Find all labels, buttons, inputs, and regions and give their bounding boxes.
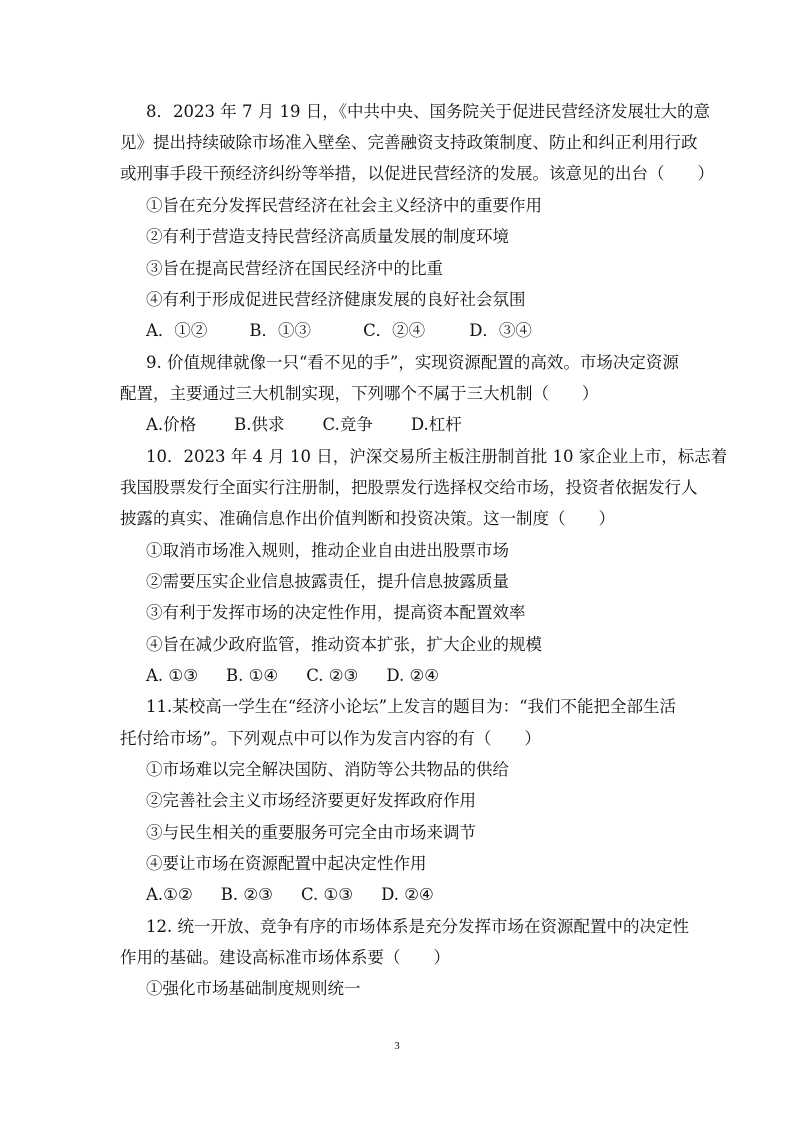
q12-stem-line-1: 12. 统一开放、竞争有序的市场体系是充分发挥市场在资源配置中的决定性 — [146, 917, 689, 936]
q8-options — [146, 321, 576, 341]
q12-item-1: ①强化市场基础制度规则统一 — [146, 979, 361, 998]
q8-option-b: B．①③ — [249, 321, 312, 340]
q10-stem-line-1: 10．2023 年 4 月 10 日，沪深交易所主板注册制首批 10 家企业上市，标志着 — [146, 447, 728, 466]
q11-option-a: A.①② — [146, 885, 193, 904]
q10-option-d: D. ②④ — [386, 666, 440, 685]
q11-item-4: ④要让市场在资源配置中起决定性作用 — [146, 854, 427, 873]
q8-item-1: ①旨在充分发挥民营经济在社会主义经济中的重要作用 — [146, 196, 542, 215]
q9-option-d: D.杠杆 — [410, 415, 462, 434]
q9-option-c: C.竞争 — [322, 415, 373, 434]
q8-stem-line-2: 见》提出持续破除市场准入壁垒、完善融资支持政策制度、防止和纠正利用行政 — [120, 133, 698, 152]
q8-stem-line-3: 或刑事手段干预经济纠纷等举措，以促进民营经济的发展。该意见的出台（ ） — [120, 164, 714, 183]
q11-option-d: D. ②④ — [381, 885, 434, 904]
q11-item-3: ③与民生相关的重要服务可完全由市场来调节 — [146, 823, 476, 842]
q10-option-a: A. ①③ — [146, 666, 198, 685]
q9-stem-line-1: 9. 价值规律就像一只“看不见的手”，实现资源配置的高效。市场决定资源 — [146, 353, 679, 372]
q8-item-2: ②有利于营造支持民营经济高质量发展的制度环境 — [146, 227, 509, 246]
q9-option-a: A.价格 — [146, 415, 197, 434]
q8-item-3: ③旨在提高民营经济在国民经济中的比重 — [146, 259, 443, 278]
q11-item-1: ①市场难以完全解决国防、消防等公共物品的供给 — [146, 760, 509, 779]
q10-option-b: B. ①④ — [226, 666, 279, 685]
q11-option-c: C. ①③ — [300, 885, 354, 904]
q10-stem-line-3: 披露的真实、准确信息作出价值判断和投资决策。这一制度（ ） — [120, 509, 615, 528]
q11-options — [146, 885, 478, 905]
q10-item-3: ③有利于发挥市场的决定性作用，提高资本配置效率 — [146, 603, 526, 622]
q10-options — [146, 666, 483, 686]
q8-option-a: A．①② — [146, 321, 208, 340]
q11-item-2: ②完善社会主义市场经济要更好发挥政府作用 — [146, 791, 476, 810]
q8-option-c: C．②④ — [363, 321, 426, 340]
q10-item-1: ①取消市场准入规则，推动企业自由进出股票市场 — [146, 541, 509, 560]
q10-stem-line-2: 我国股票发行全面实行注册制，把股票发行选择权交给市场，投资者依据发行人 — [120, 478, 698, 497]
q9-stem-line-2: 配置，主要通过三大机制实现，下列哪个不属于三大机制（ ） — [120, 384, 599, 403]
q10-option-c: C. ②③ — [306, 666, 359, 685]
q9-option-b: B.供求 — [234, 415, 285, 434]
q11-stem-line-1: 11.某校高一学生在“经济小论坛”上发言的题目为：“我们不能把全部生活 — [146, 697, 677, 716]
q10-item-2: ②需要压实企业信息披露责任，提升信息披露质量 — [146, 572, 509, 591]
q8-stem-line-1: 8．2023 年 7 月 19 日，《中共中央、国务院关于促进民营经济发展壮大的意 — [146, 102, 710, 121]
q8-item-4: ④有利于形成促进民营经济健康发展的良好社会氛围 — [146, 290, 526, 309]
page-number: 3 — [394, 1040, 400, 1052]
q11-stem-line-2: 托付给市场”。下列观点中可以作为发言内容的有（ ） — [120, 729, 541, 748]
q9-options — [146, 415, 506, 435]
q11-option-b: B. ②③ — [220, 885, 273, 904]
q8-option-d: D．③④ — [469, 321, 532, 340]
q12-stem-line-2: 作用的基础。建设高标准市场体系要（ ） — [120, 948, 450, 967]
q10-item-4: ④旨在减少政府监管，推动资本扩张，扩大企业的规模 — [146, 635, 542, 654]
